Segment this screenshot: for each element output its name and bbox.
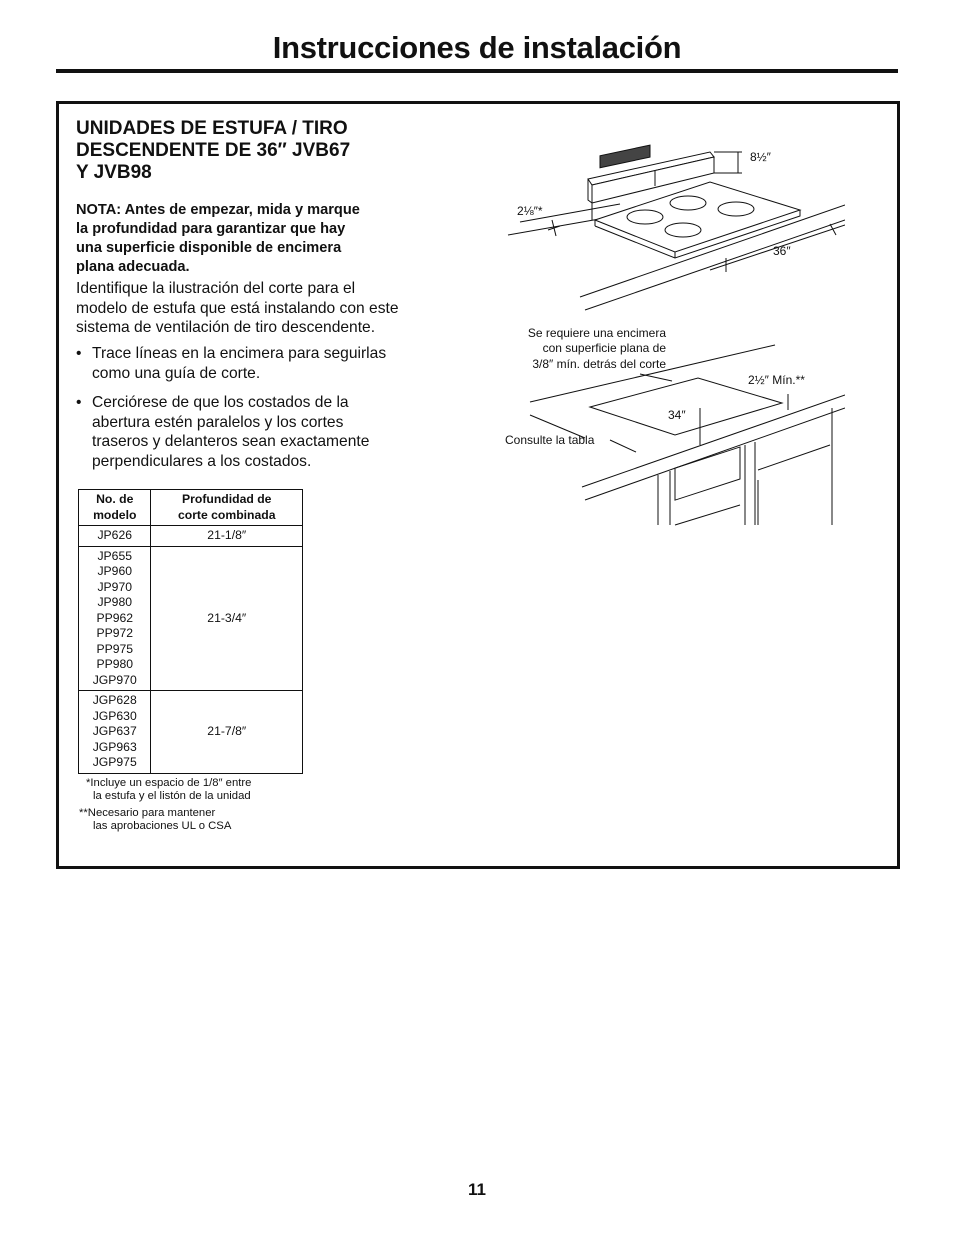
- model-cell: [79, 546, 151, 691]
- table-row: [79, 546, 303, 691]
- table-header-row: [79, 490, 303, 526]
- model-number: PP962: [96, 610, 134, 625]
- section-title-line: UNIDADES DE ESTUFA / TIRO: [76, 118, 348, 139]
- range-drawing: [508, 145, 845, 310]
- bullet-glyph: •: [76, 345, 82, 362]
- header-line: modelo: [93, 507, 137, 522]
- depth-cell: 21-3/4″: [151, 546, 303, 691]
- model-number: JGP975: [92, 755, 137, 769]
- section-title: [76, 118, 446, 184]
- header-line: No. de: [96, 492, 134, 506]
- list-item-line: abertura estén paralelos y los cortes: [92, 413, 344, 431]
- dim-cut-label: 34″: [668, 408, 686, 422]
- nota-text: una superficie disponible de encimera: [76, 240, 342, 256]
- model-cell: [79, 526, 151, 547]
- table-row: [79, 691, 303, 774]
- cut-depth-table: [78, 489, 303, 774]
- model-number: JGP630: [92, 708, 137, 723]
- list-item-line: como una guía de corte.: [92, 364, 261, 382]
- list-item-line: perpendiculares a los costados.: [92, 452, 312, 470]
- header-line: Profundidad de: [182, 492, 272, 506]
- nota-label: NOTA:: [76, 202, 122, 218]
- flat-surface-note: 3/8″ mín. detrás del corte: [532, 357, 666, 371]
- bullet-glyph: •: [76, 394, 82, 411]
- header-line: corte combinada: [177, 507, 276, 522]
- model-number: JGP628: [92, 693, 137, 707]
- footnote-line: las aprobaciones UL o CSA: [93, 820, 232, 832]
- intro-line: Identifique la ilustración del corte para el: [76, 280, 356, 297]
- nota-text: Antes de empezar, mida y marque: [121, 202, 360, 218]
- intro-line: sistema de ventilación de tiro descendente.: [76, 319, 376, 336]
- list-item-line: Cerciórese de que los costados de la: [92, 394, 349, 411]
- model-number: PP980: [96, 657, 134, 671]
- footnote-line: *Incluye un espacio de 1/8″ entre: [86, 777, 252, 789]
- depth-cell: 21-1/8″: [151, 526, 303, 547]
- model-number: JGP963: [92, 739, 137, 754]
- section-title-line: DESCENDENTE DE 36″ JVB67: [76, 140, 351, 161]
- model-number: PP975: [96, 641, 134, 656]
- model-number: JGP637: [92, 724, 137, 738]
- installation-illustration: [500, 140, 845, 530]
- model-number: JP960: [97, 564, 133, 578]
- column-header-model: [79, 490, 151, 526]
- list-item: [76, 393, 466, 471]
- model-number: JP655: [97, 548, 133, 563]
- dim-table-label: Consulte la tabla: [505, 433, 595, 447]
- page-number: 11: [468, 1180, 486, 1199]
- intro-line: modelo de estufa que está instalando con este: [76, 299, 399, 317]
- footnote-line: la estufa y el listón de la unidad: [93, 790, 251, 802]
- footnote-1: [86, 777, 346, 803]
- nota-paragraph: NOTA: Antes de empezar, mida y marque la profundidad para garantizar que hay una superficie disponible de encimera plana adecuada.: [76, 201, 446, 277]
- section-title-line: Y JVB98: [76, 162, 152, 183]
- model-number: JGP970: [92, 672, 137, 687]
- flat-surface-note: Se requiere una encimera: [527, 326, 666, 340]
- list-item: [76, 344, 466, 383]
- instruction-list: [76, 344, 466, 481]
- nota-text: la profundidad para garantizar que hay: [76, 221, 346, 237]
- column-header-depth: [151, 490, 303, 526]
- page-title: Instrucciones de instalación: [272, 30, 682, 65]
- flat-surface-note: con superficie plana de: [542, 341, 666, 355]
- model-number: PP972: [96, 626, 134, 640]
- model-number: JP970: [97, 579, 133, 594]
- footnote-2: [79, 807, 339, 833]
- list-item-line: traseros y delanteros sean exactamente: [92, 433, 370, 450]
- model-number: JP980: [97, 595, 133, 609]
- depth-cell: 21-7/8″: [151, 691, 303, 774]
- list-item-line: Trace líneas en la encimera para seguirlas: [92, 345, 387, 362]
- table-row: [79, 526, 303, 547]
- dim-gap-label: 2⅛″*: [517, 204, 543, 218]
- intro-paragraph: [76, 279, 466, 338]
- dim-width-label: 36″: [773, 244, 791, 258]
- model-number: JP626: [97, 528, 133, 542]
- table-body: [79, 526, 303, 774]
- dim-min-label: 2½″ Mín.**: [748, 373, 805, 387]
- footnote-line: **Necesario para mantener: [79, 807, 216, 819]
- dim-height-label: 8½″: [750, 150, 771, 164]
- nota-text: plana adecuada: [76, 259, 186, 275]
- model-cell: [79, 691, 151, 774]
- title-rule: [56, 69, 898, 73]
